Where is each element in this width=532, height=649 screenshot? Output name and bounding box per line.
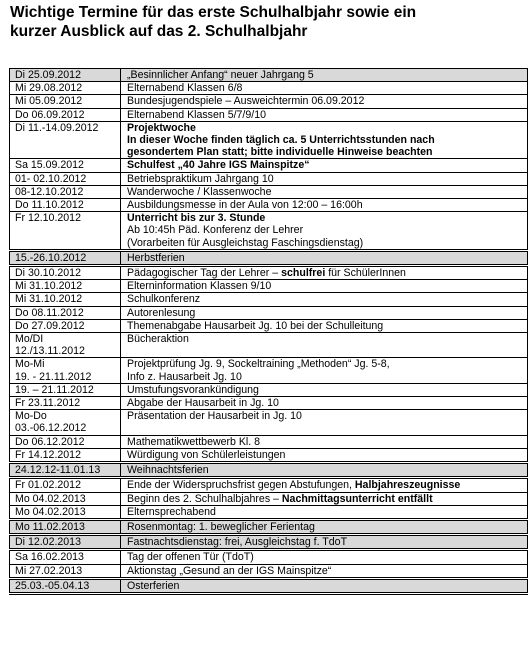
holiday-row [10, 535, 528, 550]
date-line: 19. - 21.11.2012 [15, 370, 92, 383]
event-cell: Themenabgabe Hausarbeit Jg. 10 bei der Schulleitung [121, 319, 528, 332]
table-row [10, 172, 528, 185]
event-cell: Umstufungsvorankündigung [121, 383, 528, 396]
table-row [10, 266, 528, 280]
event-line: Info z. Hausarbeit Jg. 10 [127, 370, 242, 383]
table-row [10, 410, 528, 435]
event-cell: Mathematikwettbewerb Kl. 8 [121, 435, 528, 448]
event-line: Ab 10:45h Päd. Konferenz der Lehrer [127, 224, 304, 237]
table-row [10, 306, 528, 319]
holiday-row [10, 578, 528, 593]
date-cell: 01- 02.10.2012 [10, 172, 121, 185]
event-cell: Ausbildungsmesse in der Aula von 12:00 – 16:00h [121, 199, 528, 212]
date-cell: Mo 04.02.2013 [10, 505, 121, 519]
holiday-row [10, 250, 528, 265]
event-cell: Bücheraktion [121, 333, 528, 358]
date-cell [10, 410, 121, 435]
event-text-bold: Nachmittagsunterricht entfällt [281, 492, 433, 505]
table-row [10, 212, 528, 251]
date-line: Mo-Do [15, 410, 47, 423]
event-cell [121, 358, 528, 383]
event-text: Pädagogischer Tag der Lehrer – [127, 267, 282, 280]
event-cell: Würdigung von Schülerleistungen [121, 448, 528, 462]
schedule-table [9, 68, 528, 595]
date-cell: Mi 05.09.2012 [10, 95, 121, 108]
event-cell: Elternsprechabend [121, 505, 528, 519]
event-cell: Elternabend Klassen 6/8 [121, 82, 528, 95]
holiday-row [10, 463, 528, 478]
table-row [10, 564, 528, 578]
date-cell: Mi 31.10.2012 [10, 293, 121, 306]
event-cell: „Besinnlicher Anfang“ neuer Jahrgang 5 [121, 69, 528, 82]
date-cell: Di 12.02.2013 [10, 535, 121, 550]
event-cell: Fastnachtsdienstag: frei, Ausgleichstag f. TdoT [121, 535, 528, 550]
event-line: Projektprüfung Jg. 9, Sockeltraining „Methoden“ Jg. 5-8, [127, 358, 390, 371]
date-cell: Mi 27.02.2013 [10, 564, 121, 578]
table-row [10, 95, 528, 108]
event-cell: Herbstferien [121, 250, 528, 265]
date-cell: Do 06.12.2012 [10, 435, 121, 448]
table-row [10, 69, 528, 82]
event-cell: Schulkonferenz [121, 293, 528, 306]
date-cell: Do 08.11.2012 [10, 306, 121, 319]
table-row [10, 108, 528, 121]
date-cell: Mo 04.02.2013 [10, 492, 121, 505]
table-row [10, 121, 528, 159]
table-row [10, 293, 528, 306]
event-text: Beginn des 2. Schulhalbjahres – [127, 492, 282, 505]
date-cell: Mi 31.10.2012 [10, 280, 121, 293]
table-row [10, 159, 528, 172]
event-line: Projektwoche [127, 121, 196, 134]
event-cell: Elterninformation Klassen 9/10 [121, 280, 528, 293]
date-cell: Mo 11.02.2013 [10, 519, 121, 534]
event-cell: Präsentation der Hausarbeit in Jg. 10 [121, 410, 528, 435]
date-cell: Di 25.09.2012 [10, 69, 121, 82]
event-text-bold: schulfrei [281, 267, 326, 280]
date-cell: 15.-26.10.2012 [10, 250, 121, 265]
table-row [10, 358, 528, 383]
table-row [10, 397, 528, 410]
event-cell: Betriebspraktikum Jahrgang 10 [121, 172, 528, 185]
date-cell: Do 06.09.2012 [10, 108, 121, 121]
event-cell [121, 478, 528, 492]
holiday-row [10, 519, 528, 534]
date-cell: Do 11.10.2012 [10, 199, 121, 212]
table-row [10, 199, 528, 212]
table-row [10, 383, 528, 396]
date-cell: 19. – 21.11.2012 [10, 383, 121, 396]
event-line: Unterricht bis zur 3. Stunde [127, 212, 266, 225]
date-cell: 24.12.12-11.01.13 [10, 463, 121, 478]
table-row [10, 448, 528, 462]
title-line-2: kurzer Ausblick auf das 2. Schulhalbjahr [10, 23, 308, 40]
event-cell [121, 212, 528, 251]
table-row [10, 550, 528, 564]
date-cell: Fr 01.02.2012 [10, 478, 121, 492]
date-cell [10, 358, 121, 383]
event-cell: Osterferien [121, 578, 528, 593]
date-cell: Fr 14.12.2012 [10, 448, 121, 462]
table-row [10, 435, 528, 448]
event-cell: Abgabe der Hausarbeit in Jg. 10 [121, 397, 528, 410]
date-cell: Di 30.10.2012 [10, 266, 121, 280]
event-cell: Wanderwoche / Klassenwoche [121, 185, 528, 198]
event-text: für SchülerInnen [325, 267, 406, 280]
table-row [10, 505, 528, 519]
event-line: In dieser Woche finden täglich ca. 5 Unterrichtsstunden nach [127, 134, 435, 147]
date-line: Mo-Mi [15, 358, 45, 371]
event-cell: Autorenlesung [121, 306, 528, 319]
date-cell: Di 11.-14.09.2012 [10, 121, 121, 159]
date-cell: 25.03.-05.04.13 [10, 578, 121, 593]
date-cell: Sa 16.02.2013 [10, 550, 121, 564]
event-cell: Tag der offenen Tür (TdoT) [121, 550, 528, 564]
date-line: 12./13.11.2012 [15, 345, 85, 358]
event-line: (Vorarbeiten für Ausgleichstag Faschingsdienstag) [127, 236, 364, 249]
title-line-1: Wichtige Termine für das erste Schulhalbjahr sowie ein [10, 4, 417, 21]
table-row [10, 492, 528, 505]
event-cell [121, 266, 528, 280]
event-cell: Aktionstag „Gesund an der IGS Mainspitze“ [121, 564, 528, 578]
event-cell: Weihnachtsferien [121, 463, 528, 478]
event-text-bold: Halbjahreszeugnisse [354, 479, 461, 492]
event-cell: Rosenmontag: 1. beweglicher Ferientag [121, 519, 528, 534]
event-cell [121, 121, 528, 159]
date-cell: 08-12.10.2012 [10, 185, 121, 198]
table-row [10, 82, 528, 95]
document-title [10, 3, 525, 41]
table-row [10, 478, 528, 492]
table-row [10, 280, 528, 293]
event-line: gesondertem Plan statt; bitte individuelle Hinweise beachten [127, 146, 433, 159]
date-line: 03.-06.12.2012 [15, 422, 87, 435]
table-row [10, 185, 528, 198]
event-cell [121, 492, 528, 505]
date-cell: Mi 29.08.2012 [10, 82, 121, 95]
date-cell: Fr 12.10.2012 [10, 212, 121, 251]
date-cell [10, 333, 121, 358]
event-cell: Elternabend Klassen 5/7/9/10 [121, 108, 528, 121]
event-cell: Bundesjugendspiele – Ausweichtermin 06.09.2012 [121, 95, 528, 108]
date-cell: Sa 15.09.2012 [10, 159, 121, 172]
event-text: Ende der Widerspruchsfrist gegen Abstufungen, [127, 479, 355, 492]
table-row [10, 333, 528, 358]
date-cell: Fr 23.11.2012 [10, 397, 121, 410]
date-cell: Do 27.09.2012 [10, 319, 121, 332]
date-line: Mo/DI [15, 333, 44, 346]
event-cell: Schulfest „40 Jahre IGS Mainspitze“ [121, 159, 528, 172]
table-row [10, 319, 528, 332]
